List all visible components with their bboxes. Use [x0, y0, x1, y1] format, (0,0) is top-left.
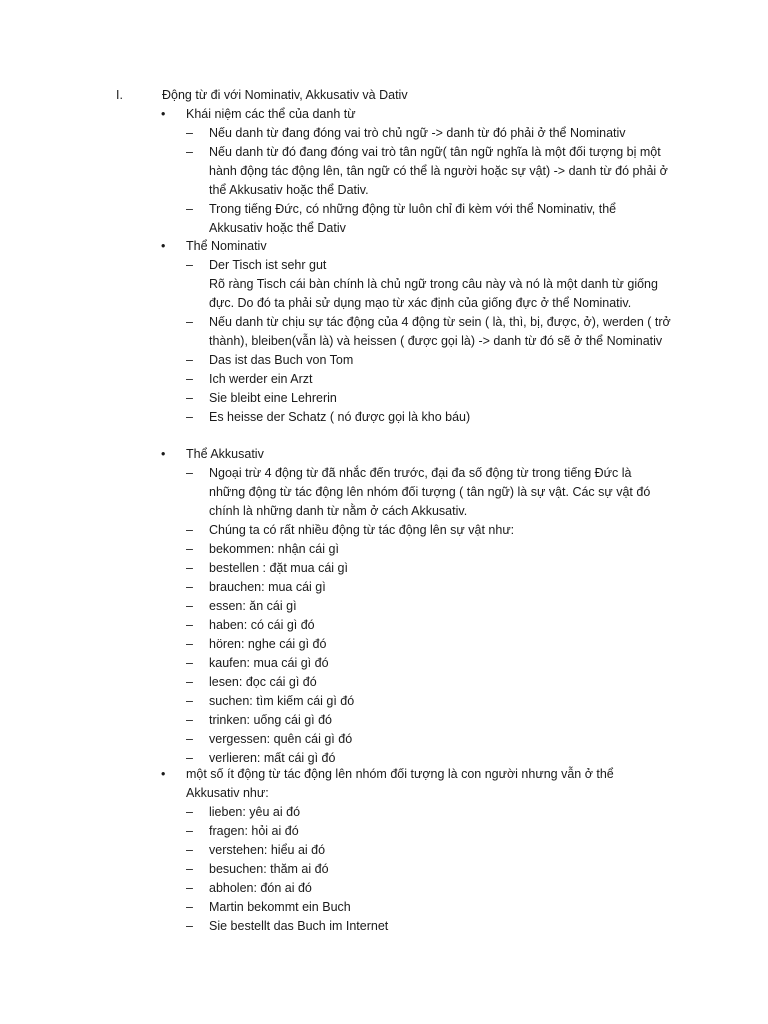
list-item [0, 408, 768, 427]
list-item [0, 616, 768, 635]
dash-icon: – [186, 637, 193, 651]
dash-icon: – [186, 656, 193, 670]
list-item-text: Ngoại trừ 4 động từ đã nhắc đến trước, đại đa số động từ trong tiếng Đức là những động từ tác động lên nhóm đối tượng ( tân ngữ) là sự vật. Các sự vật đó chính là những danh từ nằm ở cách Akkusativ. [209, 466, 651, 518]
list-item-text: besuchen: thăm ai đó [209, 862, 329, 876]
bullet-item [0, 765, 768, 803]
list-item-text: Nếu danh từ đang đóng vai trò chủ ngữ -> danh từ đó phải ở thể Nominativ [209, 126, 626, 140]
list-item [0, 654, 768, 673]
dash-icon: – [186, 391, 193, 405]
list-item [0, 803, 768, 822]
list-item [0, 559, 768, 578]
list-item-text: abholen: đón ai đó [209, 881, 312, 895]
list-item-text: Ich werder ein Arzt [209, 372, 313, 386]
list-item [0, 860, 768, 879]
list-item [0, 673, 768, 692]
bullet-item [0, 105, 768, 124]
dash-icon: – [186, 258, 193, 272]
list-item-text: trinken: uống cái gì đó [209, 713, 332, 727]
dash-icon: – [186, 843, 193, 857]
list-item-text: verlieren: mất cái gì đó [209, 751, 336, 765]
list-item [0, 143, 768, 200]
bullet-label: một số ít động từ tác động lên nhóm đối tượng là con người nhưng vẫn ở thể Akkusativ như: [186, 767, 614, 800]
bullet-label: Thể Nominativ [186, 239, 267, 253]
list-item-text: lesen: đọc cái gì đó [209, 675, 317, 689]
list-item [0, 597, 768, 616]
dash-icon: – [186, 919, 193, 933]
bullet-item [0, 445, 768, 464]
list-item-text: Martin bekommt ein Buch [209, 900, 351, 914]
dash-icon: – [186, 580, 193, 594]
list-item-text: bekommen: nhận cái gì [209, 542, 339, 556]
list-item [0, 841, 768, 860]
dash-icon: – [186, 599, 193, 613]
list-item [0, 898, 768, 917]
dash-icon: – [186, 542, 193, 556]
dash-icon: – [186, 713, 193, 727]
list-item-text: haben: có cái gì đó [209, 618, 315, 632]
dash-icon: – [186, 466, 193, 480]
bullet-icon: • [161, 107, 166, 121]
list-item-text: fragen: hỏi ai đó [209, 824, 299, 838]
dash-icon: – [186, 881, 193, 895]
dash-icon: – [186, 202, 193, 216]
dash-icon: – [186, 561, 193, 575]
list-item [0, 351, 768, 370]
list-item [0, 521, 768, 540]
list-item [0, 917, 768, 936]
list-item [0, 464, 768, 521]
dash-icon: – [186, 523, 193, 537]
list-item-text: kaufen: mua cái gì đó [209, 656, 329, 670]
list-item [0, 822, 768, 841]
dash-icon: – [186, 126, 193, 140]
heading-number: I. [116, 88, 123, 102]
dash-icon: – [186, 618, 193, 632]
list-item [0, 124, 768, 143]
dash-icon: – [186, 372, 193, 386]
list-item [0, 540, 768, 559]
list-item [0, 711, 768, 730]
list-item-text: suchen: tìm kiếm cái gì đó [209, 694, 355, 708]
list-item-text: Es heisse der Schatz ( nó được gọi là kho báu) [209, 410, 471, 424]
section-akkusativ-people [0, 765, 768, 936]
heading-title: Động từ đi với Nominativ, Akkusativ và Dativ [162, 88, 408, 102]
dash-icon: – [186, 751, 193, 765]
list-item [0, 370, 768, 389]
dash-icon: – [186, 145, 193, 159]
section-concepts [0, 105, 768, 238]
dash-icon: – [186, 862, 193, 876]
bullet-icon: • [161, 447, 166, 461]
list-item [0, 692, 768, 711]
dash-icon: – [186, 805, 193, 819]
list-item [0, 200, 768, 238]
list-item-note: Rõ ràng Tisch cái bàn chính là chủ ngữ trong câu này và nó là một danh từ giống đực. Do đó ta phải sử dụng mạo từ xác định của giống đực ở thể Nominativ. [209, 277, 658, 310]
list-item-text: Chúng ta có rất nhiều động từ tác động lên sự vật như: [209, 523, 515, 537]
bullet-label: Thể Akkusativ [186, 447, 264, 461]
bullet-item [0, 237, 768, 256]
list-item-text: essen: ăn cái gì [209, 599, 297, 613]
list-item-text: lieben: yêu ai đó [209, 805, 301, 819]
section-akkusativ [0, 445, 768, 768]
list-item-text: brauchen: mua cái gì [209, 580, 326, 594]
list-item-text: Nếu danh từ đó đang đóng vai trò tân ngữ( tân ngữ nghĩa là một đối tượng bị một hành động tác động lên, tân ngữ có thể là người hoặc sự vật) -> danh từ đó phải ở thể Akkusativ hoặc thể Dativ. [209, 145, 668, 197]
list-item-text: Sie bleibt eine Lehrerin [209, 391, 337, 405]
list-item-text: bestellen : đặt mua cái gì [209, 561, 348, 575]
bullet-icon: • [161, 767, 166, 781]
list-item [0, 879, 768, 898]
list-item [0, 313, 768, 351]
bullet-label: Khái niệm các thể của danh từ [186, 107, 356, 121]
list-item-text: Sie bestellt das Buch im Internet [209, 919, 389, 933]
list-item-text: Nếu danh từ chịu sự tác động của 4 động từ sein ( là, thì, bị, được, ở), werden ( trở thành), bleiben(vẫn là) và heissen ( được gọi là) -> danh từ đó sẽ ở thể Nominativ [209, 315, 671, 348]
list-item [0, 578, 768, 597]
list-item-text: Das ist das Buch von Tom [209, 353, 354, 367]
list-item-text: Der Tisch ist sehr gut [209, 258, 327, 272]
list-item [0, 389, 768, 408]
dash-icon: – [186, 732, 193, 746]
list-item [0, 635, 768, 654]
dash-icon: – [186, 675, 193, 689]
dash-icon: – [186, 410, 193, 424]
dash-icon: – [186, 353, 193, 367]
list-item-text: Trong tiếng Đức, có những động từ luôn chỉ đi kèm với thể Nominativ, thể Akkusativ hoặc thể Dativ [209, 202, 617, 235]
section-nominativ [0, 237, 768, 427]
dash-icon: – [186, 315, 193, 329]
dash-icon: – [186, 694, 193, 708]
list-item-text: verstehen: hiểu ai đó [209, 843, 326, 857]
dash-icon: – [186, 824, 193, 838]
dash-icon: – [186, 900, 193, 914]
bullet-icon: • [161, 239, 166, 253]
list-item [0, 256, 768, 313]
list-item [0, 730, 768, 749]
list-item-text: hören: nghe cái gì đó [209, 637, 327, 651]
list-item-text: vergessen: quên cái gì đó [209, 732, 353, 746]
